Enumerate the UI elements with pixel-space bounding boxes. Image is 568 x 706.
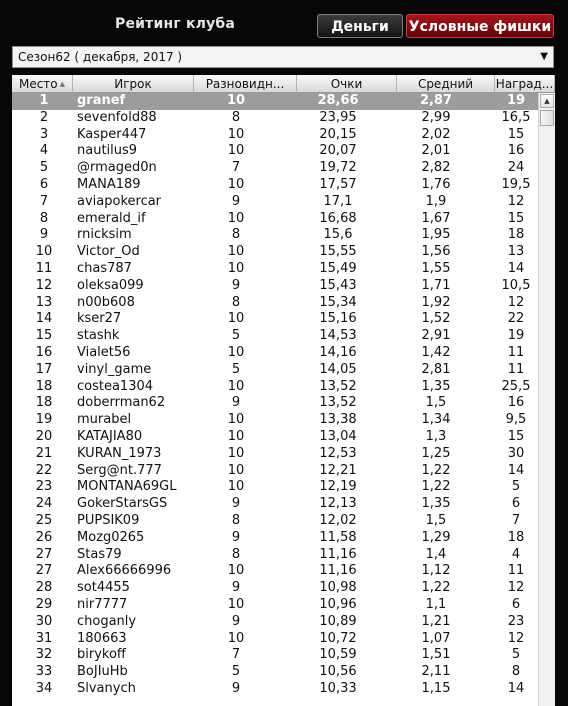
table-row[interactable] [12, 160, 538, 177]
cell-rank: 21 [35, 445, 53, 461]
cell-rank: 27 [35, 546, 53, 562]
table-row[interactable] [12, 362, 538, 379]
cell-points: 11,58 [319, 529, 357, 545]
cell-awards: 25,5 [501, 378, 531, 394]
cell-points: 14,53 [319, 328, 357, 344]
cell-awards: 15 [507, 210, 525, 226]
cell-rank: 19 [35, 412, 53, 428]
cell-awards: 11 [507, 361, 525, 377]
cell-points: 10,96 [319, 596, 357, 612]
cell-average: 1,95 [421, 227, 451, 243]
cell-points: 17,1 [323, 193, 353, 209]
cell-average: 1,5 [425, 395, 447, 411]
table-body [12, 93, 538, 698]
scroll-up-icon[interactable]: ▲ [540, 94, 554, 108]
cell-variants: 5 [231, 328, 241, 344]
cell-points: 11,16 [319, 546, 357, 562]
cell-variants: 8 [231, 109, 241, 125]
cell-average: 1,35 [421, 496, 451, 512]
cell-average: 1,22 [421, 479, 451, 495]
cell-rank: 33 [35, 664, 53, 680]
cell-player: rnicksim [77, 227, 132, 243]
cell-rank: 22 [35, 462, 53, 478]
table-row[interactable] [12, 379, 538, 396]
cell-player: nautilus9 [77, 143, 138, 159]
cell-player: doberrman62 [77, 395, 166, 411]
cell-average: 1,67 [421, 210, 451, 226]
table-row[interactable] [12, 211, 538, 228]
cell-rank: 26 [35, 529, 53, 545]
table-row[interactable] [12, 395, 538, 412]
cell-awards: 19,5 [501, 176, 531, 192]
table-row[interactable] [12, 681, 538, 698]
table-row[interactable] [12, 580, 538, 597]
cell-average: 2,82 [421, 160, 451, 176]
cell-rank: 13 [35, 294, 53, 310]
table-row[interactable] [12, 614, 538, 631]
cell-awards: 10,5 [501, 277, 531, 293]
cell-average: 2,11 [421, 664, 451, 680]
cell-points: 28,66 [317, 93, 359, 108]
cell-variants: 9 [231, 193, 241, 209]
cell-average: 2,87 [419, 93, 453, 108]
cell-average: 1,71 [421, 277, 451, 293]
cell-awards: 15 [507, 126, 525, 142]
cell-player: costea1304 [77, 378, 154, 394]
cell-awards: 18 [507, 529, 525, 545]
cell-points: 10,59 [319, 647, 357, 663]
cell-rank: 30 [35, 613, 53, 629]
cell-variants: 9 [231, 395, 241, 411]
cell-points: 10,33 [319, 680, 357, 696]
cell-rank: 14 [35, 311, 53, 327]
cell-variants: 5 [231, 664, 241, 680]
cell-player: aviapokercar [77, 193, 162, 209]
sort-asc-icon: ▲ [59, 80, 66, 88]
cell-awards: 12 [507, 630, 525, 646]
cell-average: 1,51 [421, 647, 451, 663]
table-row[interactable] [12, 177, 538, 194]
cell-average: 1,21 [421, 613, 451, 629]
cell-rank: 34 [35, 680, 53, 696]
cell-points: 14,05 [319, 361, 357, 377]
cell-awards: 30 [507, 445, 525, 461]
cell-average: 1,12 [421, 563, 451, 579]
cell-points: 13,04 [319, 428, 357, 444]
table-row[interactable] [12, 143, 538, 160]
cell-rank: 24 [35, 496, 53, 512]
cell-awards: 12 [507, 580, 525, 596]
cell-variants: 10 [227, 596, 245, 612]
table-header [12, 75, 555, 93]
cell-points: 15,55 [319, 244, 357, 260]
cell-average: 1,22 [421, 580, 451, 596]
cell-rank: 16 [35, 344, 53, 360]
cell-variants: 10 [227, 344, 245, 360]
cell-rank: 10 [35, 244, 53, 260]
column-header-awards[interactable]: Наград... [495, 77, 554, 91]
cell-rank: 18 [35, 395, 53, 411]
cell-variants: 9 [231, 529, 241, 545]
cell-player: emerald_if [77, 210, 146, 226]
cell-awards: 9,5 [505, 412, 527, 428]
cell-player: stashk [77, 328, 120, 344]
cell-rank: 18 [35, 378, 53, 394]
cell-points: 12,21 [319, 462, 357, 478]
cell-rank: 20 [35, 428, 53, 444]
column-header-rank[interactable] [12, 75, 73, 93]
cell-variants: 5 [231, 361, 241, 377]
column-header-player[interactable]: Игрок [73, 75, 194, 93]
cell-variants: 10 [227, 126, 245, 142]
cell-rank: 11 [35, 260, 53, 276]
cell-points: 10,89 [319, 613, 357, 629]
cell-points: 14,16 [319, 344, 357, 360]
cell-rank: 29 [35, 596, 53, 612]
cell-variants: 10 [227, 311, 245, 327]
cell-points: 15,34 [319, 294, 357, 310]
cell-points: 15,43 [319, 277, 357, 293]
cell-variants: 10 [227, 462, 245, 478]
chevron-down-icon[interactable]: ▼ [540, 51, 548, 62]
cell-points: 13,52 [319, 395, 357, 411]
cell-points: 13,38 [319, 412, 357, 428]
cell-awards: 22 [507, 311, 525, 327]
table-row[interactable] [12, 479, 538, 496]
cell-variants: 10 [227, 428, 245, 444]
table-row[interactable] [12, 244, 538, 261]
cell-player: sevenfold88 [77, 109, 157, 125]
cell-points: 15,49 [319, 260, 357, 276]
cell-average: 2,99 [421, 109, 451, 125]
cell-awards: 5 [511, 647, 521, 663]
cell-rank: 2 [39, 109, 49, 125]
cell-average: 1,42 [421, 344, 451, 360]
rating-table [12, 75, 555, 706]
cell-average: 1,29 [421, 529, 451, 545]
season-select[interactable] [12, 46, 554, 68]
cell-average: 1,3 [425, 428, 447, 444]
cell-rank: 25 [35, 512, 53, 528]
cell-rank: 8 [39, 210, 49, 226]
cell-points: 12,13 [319, 496, 357, 512]
cell-average: 1,4 [425, 546, 447, 562]
cell-points: 19,72 [319, 160, 357, 176]
cell-variants: 10 [227, 260, 245, 276]
cell-awards: 16,5 [501, 109, 531, 125]
tab-money[interactable]: Деньги [317, 14, 403, 38]
cell-player: choganly [77, 613, 137, 629]
cell-awards: 24 [507, 160, 525, 176]
cell-rank: 17 [35, 361, 53, 377]
table-row[interactable] [12, 597, 538, 614]
cell-player: BoJIuHb [77, 664, 128, 680]
cell-variants: 9 [231, 580, 241, 596]
table-row[interactable] [12, 194, 538, 211]
table-row[interactable] [12, 328, 538, 345]
cell-rank: 6 [39, 176, 49, 192]
cell-variants: 9 [231, 680, 241, 696]
cell-average: 1,56 [421, 244, 451, 260]
cell-awards: 14 [507, 260, 525, 276]
cell-player: Slvanych [77, 680, 136, 696]
table-row[interactable] [12, 295, 538, 312]
table-row[interactable] [12, 513, 538, 530]
cell-average: 1,76 [421, 176, 451, 192]
cell-variants: 9 [231, 277, 241, 293]
table-row[interactable] [12, 93, 538, 110]
cell-player: n00b608 [77, 294, 135, 310]
cell-rank: 4 [39, 143, 49, 159]
cell-awards: 16 [507, 143, 525, 159]
cell-awards: 4 [511, 546, 521, 562]
cell-average: 1,55 [421, 260, 451, 276]
cell-points: 16,68 [319, 210, 357, 226]
tab-play-chips[interactable]: Условные фишки [406, 14, 554, 38]
cell-player: nir7777 [77, 596, 128, 612]
cell-player: Kasper447 [77, 126, 147, 142]
cell-points: 11,16 [319, 563, 357, 579]
cell-awards: 12 [507, 193, 525, 209]
cell-average: 1,52 [421, 311, 451, 327]
table-row[interactable] [12, 563, 538, 580]
cell-average: 1,25 [421, 445, 451, 461]
scrollbar-thumb[interactable] [540, 110, 554, 126]
cell-points: 17,57 [319, 176, 357, 192]
cell-variants: 10 [227, 176, 245, 192]
table-row[interactable] [12, 496, 538, 513]
cell-rank: 28 [35, 580, 53, 596]
cell-player: Victor_Od [77, 244, 140, 260]
cell-rank: 3 [39, 126, 49, 142]
table-row[interactable] [12, 446, 538, 463]
cell-average: 1,22 [421, 462, 451, 478]
table-row[interactable] [12, 345, 538, 362]
cell-awards: 12 [507, 294, 525, 310]
table-row[interactable] [12, 127, 538, 144]
column-header-rank-label: Место [18, 77, 58, 91]
table-row[interactable] [12, 261, 538, 278]
cell-average: 1,1 [425, 596, 447, 612]
cell-points: 13,52 [319, 378, 357, 394]
cell-variants: 10 [227, 210, 245, 226]
cell-points: 12,19 [319, 479, 357, 495]
cell-rank: 9 [39, 227, 49, 243]
cell-points: 15,6 [323, 227, 353, 243]
cell-variants: 9 [231, 496, 241, 512]
table-row[interactable] [12, 463, 538, 480]
cell-player: 180663 [77, 630, 127, 646]
table-row[interactable] [12, 227, 538, 244]
cell-variants: 10 [227, 378, 245, 394]
cell-average: 1,15 [421, 680, 451, 696]
cell-player: sot4455 [77, 580, 130, 596]
cell-awards: 7 [511, 512, 521, 528]
cell-variants: 7 [231, 160, 241, 176]
cell-average: 1,35 [421, 378, 451, 394]
table-row[interactable] [12, 547, 538, 564]
table-row[interactable] [12, 278, 538, 295]
cell-awards: 14 [507, 680, 525, 696]
cell-awards: 6 [511, 596, 521, 612]
cell-average: 1,07 [421, 630, 451, 646]
cell-rank: 1 [39, 93, 49, 108]
cell-rank: 31 [35, 630, 53, 646]
cell-variants: 10 [227, 143, 245, 159]
column-header-variants[interactable]: Разновидн... [194, 75, 297, 93]
cell-awards: 19 [506, 93, 526, 108]
cell-awards: 13 [507, 244, 525, 260]
cell-variants: 10 [226, 93, 246, 108]
cell-variants: 10 [227, 630, 245, 646]
vertical-scrollbar[interactable] [538, 93, 555, 706]
window-title: Рейтинг клуба [115, 16, 236, 32]
cell-player: GokerStarsGS [77, 496, 168, 512]
cell-points: 10,98 [319, 580, 357, 596]
cell-variants: 10 [227, 563, 245, 579]
cell-awards: 5 [511, 479, 521, 495]
table-row[interactable] [12, 311, 538, 328]
cell-average: 1,92 [421, 294, 451, 310]
cell-awards: 14 [507, 462, 525, 478]
cell-variants: 7 [231, 647, 241, 663]
cell-points: 23,95 [319, 109, 357, 125]
table-row[interactable] [12, 631, 538, 648]
cell-rank: 5 [39, 160, 49, 176]
cell-average: 2,81 [421, 361, 451, 377]
cell-variants: 10 [227, 445, 245, 461]
table-row[interactable] [12, 530, 538, 547]
cell-rank: 15 [35, 328, 53, 344]
cell-variants: 8 [231, 512, 241, 528]
column-header-points[interactable]: Очки [297, 75, 397, 93]
cell-points: 10,56 [319, 664, 357, 680]
cell-player: Mozg0265 [77, 529, 145, 545]
cell-player: kser27 [77, 311, 122, 327]
cell-rank: 12 [35, 277, 53, 293]
cell-player: granef [77, 93, 126, 108]
cell-variants: 8 [231, 227, 241, 243]
table-row[interactable] [12, 647, 538, 664]
cell-points: 20,07 [319, 143, 357, 159]
cell-awards: 15 [507, 428, 525, 444]
cell-player: MONTANA69GL [77, 479, 177, 495]
table-row[interactable] [12, 664, 538, 681]
cell-awards: 8 [511, 664, 521, 680]
cell-average: 1,34 [421, 412, 451, 428]
cell-rank: 23 [35, 479, 53, 495]
cell-player: Vialet56 [77, 344, 131, 360]
cell-awards: 16 [507, 395, 525, 411]
cell-player: chas787 [77, 260, 132, 276]
cell-player: vinyl_game [77, 361, 152, 377]
season-select-value: Сезон62 ( декабря, 2017 ) [18, 50, 183, 64]
cell-awards: 11 [507, 563, 525, 579]
cell-player: Alex66666996 [77, 563, 172, 579]
cell-points: 20,15 [319, 126, 357, 142]
cell-player: PUPSIK09 [77, 512, 140, 528]
cell-average: 1,5 [425, 512, 447, 528]
column-header-average[interactable]: Средний [397, 75, 495, 93]
cell-variants: 8 [231, 546, 241, 562]
cell-player: KATAJIA80 [77, 428, 143, 444]
cell-player: Serg@nt.777 [77, 462, 162, 478]
cell-variants: 10 [227, 412, 245, 428]
cell-average: 2,91 [421, 328, 451, 344]
cell-points: 12,02 [319, 512, 357, 528]
cell-awards: 11 [507, 344, 525, 360]
cell-awards: 18 [507, 227, 525, 243]
cell-rank: 27 [35, 563, 53, 579]
cell-player: MANA189 [77, 176, 141, 192]
cell-player: murabel [77, 412, 132, 428]
cell-player: KURAN_1973 [77, 445, 162, 461]
cell-average: 2,02 [421, 126, 451, 142]
cell-player: @rmaged0n [77, 160, 157, 176]
cell-rank: 7 [39, 193, 49, 209]
table-row[interactable] [12, 412, 538, 429]
cell-variants: 10 [227, 244, 245, 260]
cell-player: Stas79 [77, 546, 122, 562]
cell-points: 15,16 [319, 311, 357, 327]
cell-variants: 8 [231, 294, 241, 310]
cell-player: birykoff [77, 647, 126, 663]
cell-points: 10,72 [319, 630, 357, 646]
cell-rank: 32 [35, 647, 53, 663]
cell-awards: 23 [507, 613, 525, 629]
cell-average: 2,01 [421, 143, 451, 159]
table-row[interactable] [12, 110, 538, 127]
cell-awards: 19 [507, 328, 525, 344]
cell-player: oleksa099 [77, 277, 144, 293]
cell-variants: 9 [231, 613, 241, 629]
table-row[interactable] [12, 429, 538, 446]
cell-variants: 10 [227, 479, 245, 495]
cell-average: 1,9 [425, 193, 447, 209]
cell-awards: 6 [511, 496, 521, 512]
cell-points: 12,53 [319, 445, 357, 461]
